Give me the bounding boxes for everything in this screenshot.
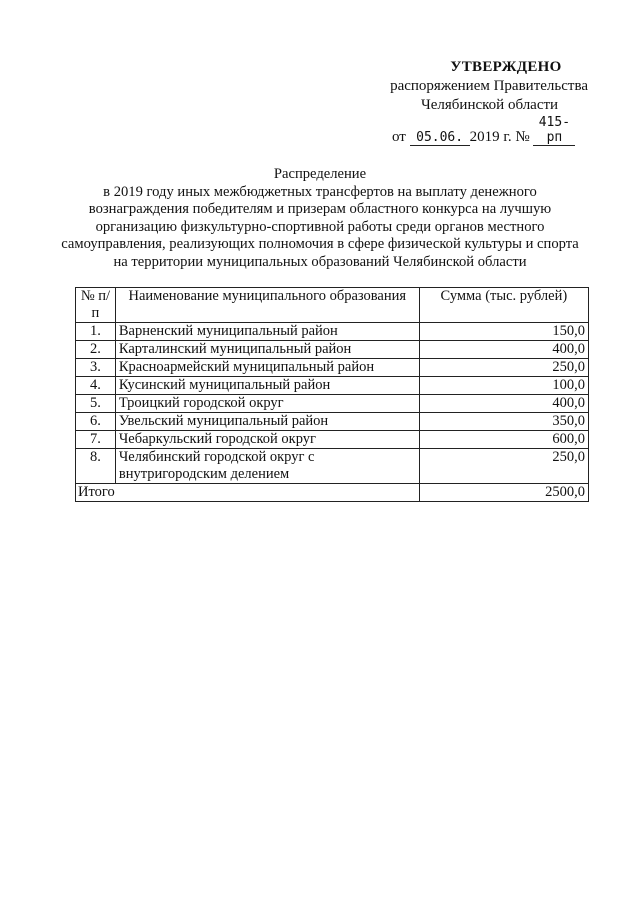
header-num: № п/п [76, 288, 116, 323]
table-row [76, 431, 589, 449]
row-num: 1. [76, 323, 116, 341]
decree-year: 2019 г. № [469, 129, 530, 145]
row-name: Красноармейский муниципальный район [115, 359, 419, 377]
document-subtitle: в 2019 году иных межбюджетных трансфертов на выплату денежного вознаграждения победителям и призерам областного конкурса на лучшую организацию физкультурно-спортивной работы среди органов местного самоуправления, реализующих полномочия в сфере физической культуры и спорта на территории муниципальных образований Челябинской области [61, 183, 579, 270]
row-name: Кусинский муниципальный район [115, 377, 419, 395]
row-name: Чебаркульский городской округ [115, 431, 419, 449]
approval-stamp [372, 58, 602, 147]
table-row [76, 449, 589, 484]
date-prefix: от [392, 129, 406, 145]
row-sum: 100,0 [419, 377, 588, 395]
approval-title: УТВЕРЖДЕНО [450, 59, 562, 75]
row-name: Челябинский городской округ с внутригородским делением [115, 449, 419, 484]
table-row [76, 323, 589, 341]
total-sum: 2500,0 [419, 484, 588, 502]
row-sum: 400,0 [419, 341, 588, 359]
row-name: Троицкий городской округ [115, 395, 419, 413]
table-header-row [76, 288, 589, 323]
table-row [76, 413, 589, 431]
approval-date-line [372, 115, 602, 147]
decree-date: 05.06. [410, 130, 470, 146]
table-row [76, 359, 589, 377]
row-num: 7. [76, 431, 116, 449]
table-row [76, 377, 589, 395]
row-num: 3. [76, 359, 116, 377]
row-num: 2. [76, 341, 116, 359]
header-name: Наименование муниципального образования [115, 288, 419, 323]
row-name: Варненский муниципальный район [115, 323, 419, 341]
row-name: Увельский муниципальный район [115, 413, 419, 431]
row-sum: 600,0 [419, 431, 588, 449]
row-num: 5. [76, 395, 116, 413]
document-heading [60, 166, 580, 272]
distribution-table [75, 287, 589, 502]
table-total-row [76, 484, 589, 502]
row-num: 6. [76, 413, 116, 431]
table-row [76, 395, 589, 413]
approval-line-1: распоряжением Правительства [390, 78, 588, 94]
row-sum: 350,0 [419, 413, 588, 431]
row-sum: 150,0 [419, 323, 588, 341]
row-num: 4. [76, 377, 116, 395]
document-title: Распределение [273, 166, 367, 182]
row-sum: 250,0 [419, 359, 588, 377]
row-sum: 250,0 [419, 449, 588, 484]
header-sum: Сумма (тыс. рублей) [419, 288, 588, 323]
approval-line-2: Челябинской области [421, 97, 559, 113]
row-sum: 400,0 [419, 395, 588, 413]
table-row [76, 341, 589, 359]
total-label: Итого [76, 484, 420, 502]
row-num: 8. [76, 449, 116, 484]
decree-number: 415-рп [533, 115, 575, 146]
row-name: Карталинский муниципальный район [115, 341, 419, 359]
